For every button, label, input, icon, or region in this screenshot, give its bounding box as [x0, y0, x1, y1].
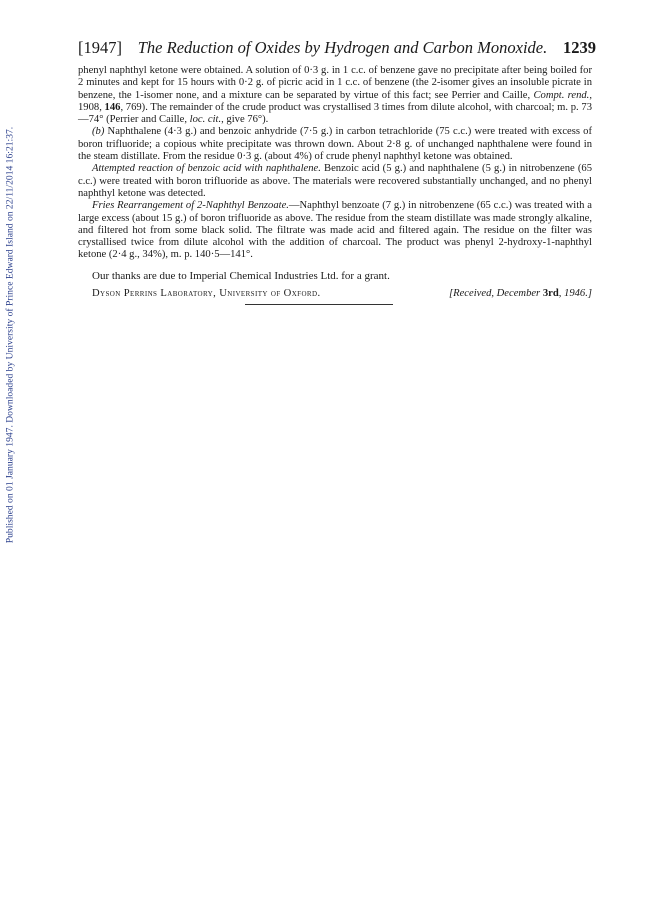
journal-name: Compt. rend.: [533, 89, 590, 101]
section-heading: Fries Rearrangement of 2-Naphthyl Benzoate.: [92, 200, 289, 212]
article-body: [78, 65, 592, 300]
received-date: [Received, December 3rd, 1946.]: [449, 288, 592, 300]
affiliation: Dyson Perrins Laboratory, University of Oxford.: [92, 288, 321, 300]
paragraph-attempted-reaction: Attempted reaction of benzoic acid with naphthalene. Benzoic acid (5 g.) and naphthalene (5 g.) in nitrobenzene (65 c.c.) were treated with boron trifluoride as above. The materials were recovered substantially unchanged, and no phenyl naphthyl ketone was detected.: [78, 163, 593, 199]
running-header: [78, 38, 596, 58]
paragraph-fries-rearrangement: Fries Rearrangement of 2-Naphthyl Benzoate.—Naphthyl benzoate (7 g.) in nitrobenzene (65 c.c.) was treated with a large excess (about 15 g.) of boron trifluoride as above. The residue from the steam distillate was made strongly alkaline, and filtered hot from some black solid. The filtrate was made acid and filtered again. The residue on the filter was crystallised twice from dilute alcohol with the addition of charcoal. The product was phenyl 2-hydroxy-1-naphthyl ketone (2·4 g., 34%), m. p. 140·5—141°.: [78, 200, 592, 261]
loc-cit: loc. cit.: [189, 114, 222, 126]
header-year: [1947]: [78, 38, 122, 57]
paragraph-b: (b) Naphthalene (4·3 g.) and benzoic anhydride (7·5 g.) in carbon tetrachloride (75 c.c.) were treated with excess of boron trifluoride; a copious white precipitate was thrown down. About 2·8 g. of unchanged naphthalene were found in the steam distillate. From the residue 0·3 g. (about 4%) of crude phenyl naphthyl ketone was obtained.: [78, 126, 592, 163]
section-heading: Attempted reaction of benzoic acid with naphthalene.: [92, 163, 321, 175]
acknowledgement: Our thanks are due to Imperial Chemical Industries Ltd. for a grant.: [92, 269, 390, 282]
journal-volume: 146: [104, 101, 121, 113]
download-watermark-text: Published on 01 January 1947. Downloaded by University of Prince Edward Island on 22/11/2014 16:21:37.: [4, 126, 16, 544]
download-watermark: [3, 95, 17, 575]
affiliation-line: [78, 288, 592, 300]
header-title: The Reduction of Oxides by Hydrogen and Carbon Monoxide.: [137, 38, 548, 57]
page-number: 1239: [563, 38, 596, 57]
paragraph-continuation: phenyl naphthyl ketone were obtained. A solution of 0·3 g. in 1 c.c. of benzene gave no precipitate after being boiled for 2 minutes and kept for 15 hours with 0·2 g. of picric acid in 1 c.c. of benzene (the 2-isomer gives an insoluble picrate in benzene, the 1-isomer none, and a mixture can be separated by virtue of this fact; see Perrier and Caille, Compt. rend., 1908, 146, 769). The remainder of the crude product was crystallised 3 times from dilute alcohol, with charcoal; m. p. 73—74° (Perrier and Caille, loc. cit., give 76°).: [78, 65, 592, 126]
paragraph-label: (b): [92, 126, 105, 138]
end-rule: [245, 304, 393, 305]
